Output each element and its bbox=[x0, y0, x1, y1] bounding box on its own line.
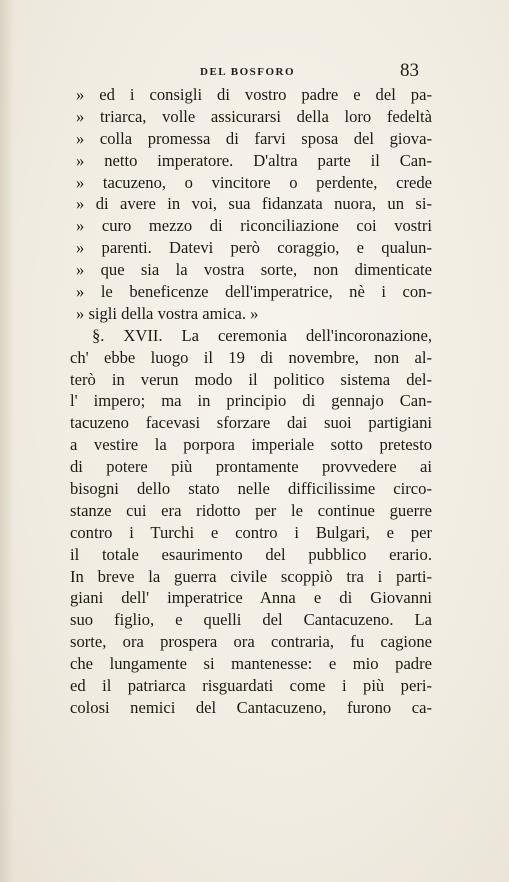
text-line: ch' ebbe luogo il 19 di novembre, non al- bbox=[70, 347, 432, 367]
text-line: ed il patriarca risguardati come i più peri- bbox=[70, 676, 432, 696]
text-line: stanze cui era ridotto per le continue guerre bbox=[70, 500, 432, 520]
page-number: 83 bbox=[400, 60, 419, 81]
text-line: giani dell' imperatrice Anna e di Giovanni bbox=[70, 588, 432, 608]
running-title: DEL BOSFORO bbox=[200, 66, 296, 78]
text-line: di potere più prontamente provvedere ai bbox=[70, 457, 432, 477]
text-line: il totale esaurimento del pubblico erario. bbox=[70, 544, 432, 564]
text-line: In breve la guerra civile scoppiò tra i parti- bbox=[70, 566, 432, 586]
text-line: » di avere in voi, sua fidanzata nuora, un si- bbox=[76, 194, 432, 214]
body-text bbox=[70, 84, 432, 719]
gutter-shadow bbox=[0, 0, 14, 882]
section-heading-line: §. XVII. La ceremonia dell'incoronazione, bbox=[92, 325, 432, 345]
text-line: » colla promessa di farvi sposa del giova- bbox=[76, 128, 432, 148]
text-line: » parenti. Datevi però coraggio, e qualun- bbox=[76, 238, 432, 258]
text-line: » netto imperatore. D'altra parte il Can- bbox=[76, 150, 432, 170]
text-line: » tacuzeno, o vincitore o perdente, crede bbox=[76, 172, 432, 192]
text-line: suo figlio, e quelli del Cantacuzeno. La bbox=[70, 610, 432, 630]
text-line: » sigli della vostra amica. » bbox=[76, 303, 259, 323]
text-line: terò in verun modo il politico sistema del- bbox=[70, 369, 432, 389]
text-line: colosi nemici del Cantacuzeno, furono ca- bbox=[70, 697, 432, 717]
text-line: » que sia la vostra sorte, non dimenticate bbox=[76, 260, 432, 280]
text-line: » ed i consigli di vostro padre e del pa- bbox=[76, 85, 432, 104]
text-line: » triarca, volle assicurarsi della loro fedeltà bbox=[76, 106, 432, 126]
text-line: contro i Turchi e contro i Bulgari, e per bbox=[70, 522, 432, 542]
text-line: sorte, ora prospera ora contraria, fu cagione bbox=[70, 632, 432, 652]
text-line: che lungamente si mantenesse: e mio padre bbox=[70, 654, 432, 674]
text-line: » le beneficenze dell'imperatrice, nè i con- bbox=[76, 282, 432, 302]
page-header bbox=[0, 60, 509, 86]
text-line: » curo mezzo di riconciliazione coi vostri bbox=[76, 216, 432, 236]
text-line: bisogni dello stato nelle difficilissime circo- bbox=[70, 479, 432, 499]
text-line: a vestire la porpora imperiale sotto pretesto bbox=[70, 435, 432, 455]
text-line: l' impero; ma in principio di gennajo Can- bbox=[70, 391, 432, 411]
text-line: tacuzeno facevasi sforzare dai suoi partigiani bbox=[70, 413, 432, 433]
